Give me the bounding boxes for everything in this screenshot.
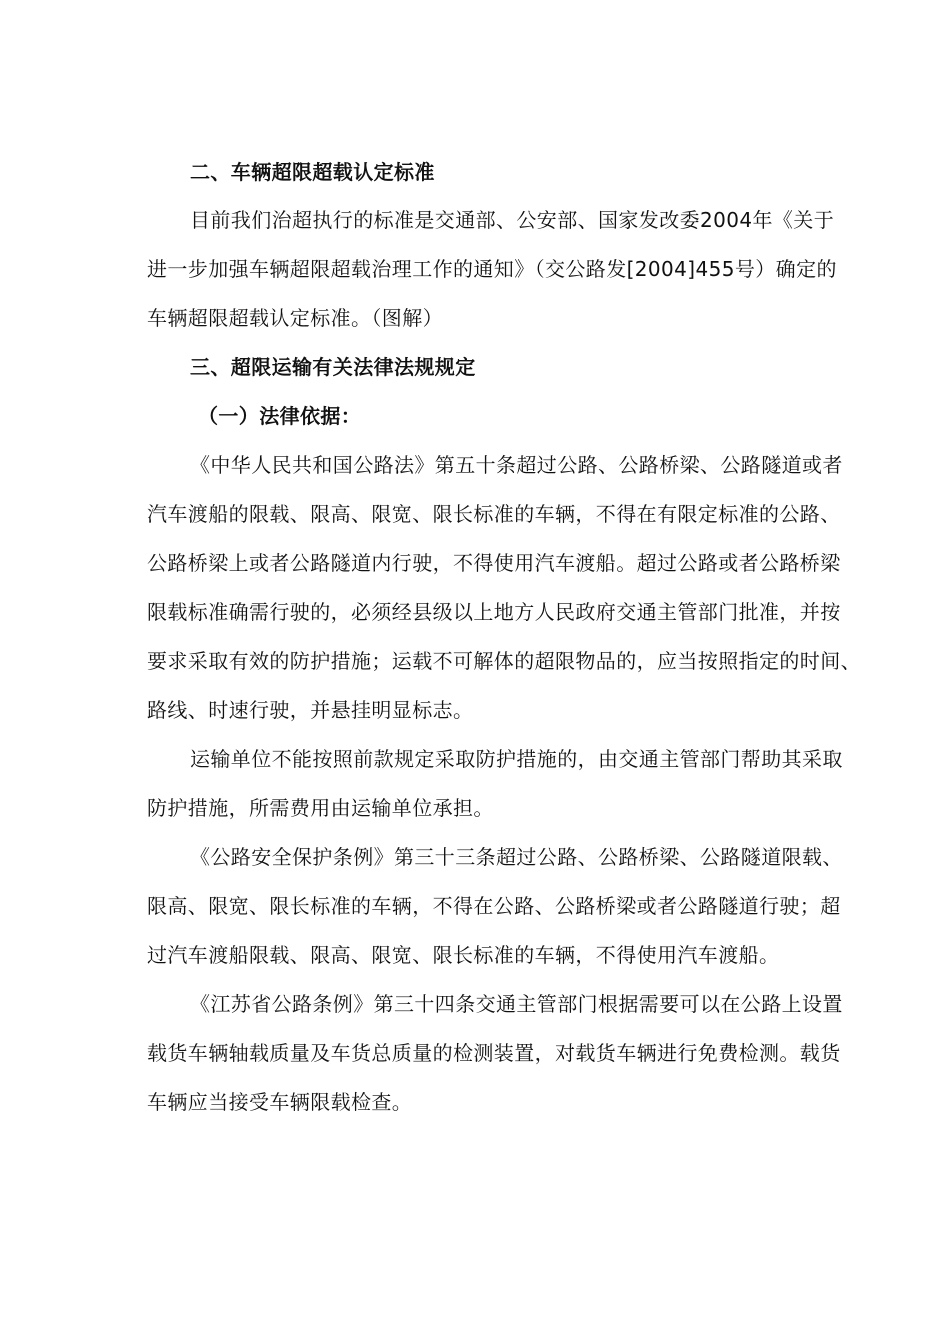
paragraph-line: 目前我们治超执行的标准是交通部、公安部、国家发改委2004年《关于 [190, 208, 835, 232]
paragraph-line: 汽车渡船的限载、限高、限宽、限长标准的车辆，不得在有限定标准的公路、 [147, 502, 841, 526]
section-heading-vehicle-overload-standard: 二、车辆超限超载认定标准 [190, 160, 435, 184]
paragraph-line: 车辆超限超载认定标准。（图解） [147, 306, 443, 330]
paragraph-line: 限高、限宽、限长标准的车辆，不得在公路、公路桥梁或者公路隧道行驶；超 [147, 894, 841, 918]
paragraph-line: 公路桥梁上或者公路隧道内行驶，不得使用汽车渡船。超过公路或者公路桥梁 [147, 551, 841, 575]
paragraph-line: 限载标准确需行驶的，必须经县级以上地方人民政府交通主管部门批准，并按 [147, 600, 841, 624]
paragraph-line: 要求采取有效的防护措施；运载不可解体的超限物品的，应当按照指定的时间、 [147, 649, 861, 673]
paragraph-line: 《公路安全保护条例》第三十三条超过公路、公路桥梁、公路隧道限载、 [190, 845, 843, 869]
paragraph-line: 防护措施，所需费用由运输单位承担。 [147, 796, 494, 820]
paragraph-line: 《中华人民共和国公路法》第五十条超过公路、公路桥梁、公路隧道或者 [190, 453, 843, 477]
paragraph-line: 载货车辆轴载质量及车货总质量的检测装置，对载货车辆进行免费检测。载货 [147, 1041, 841, 1065]
paragraph-line: 路线、时速行驶，并悬挂明显标志。 [147, 698, 474, 722]
paragraph-line: 《江苏省公路条例》第三十四条交通主管部门根据需要可以在公路上设置 [190, 992, 843, 1016]
section-heading-legal-provisions: 三、超限运输有关法律法规规定 [190, 355, 476, 379]
paragraph-line: 运输单位不能按照前款规定采取防护措施的，由交通主管部门帮助其采取 [190, 747, 843, 771]
paragraph-line: 进一步加强车辆超限超载治理工作的通知》（交公路发[2004]455号）确定的 [147, 257, 837, 281]
paragraph-line: 车辆应当接受车辆限载检查。 [147, 1090, 413, 1114]
paragraph-line: 过汽车渡船限载、限高、限宽、限长标准的车辆，不得使用汽车渡船。 [147, 943, 780, 967]
subsection-heading-legal-basis: （一）法律依据： [198, 404, 362, 428]
